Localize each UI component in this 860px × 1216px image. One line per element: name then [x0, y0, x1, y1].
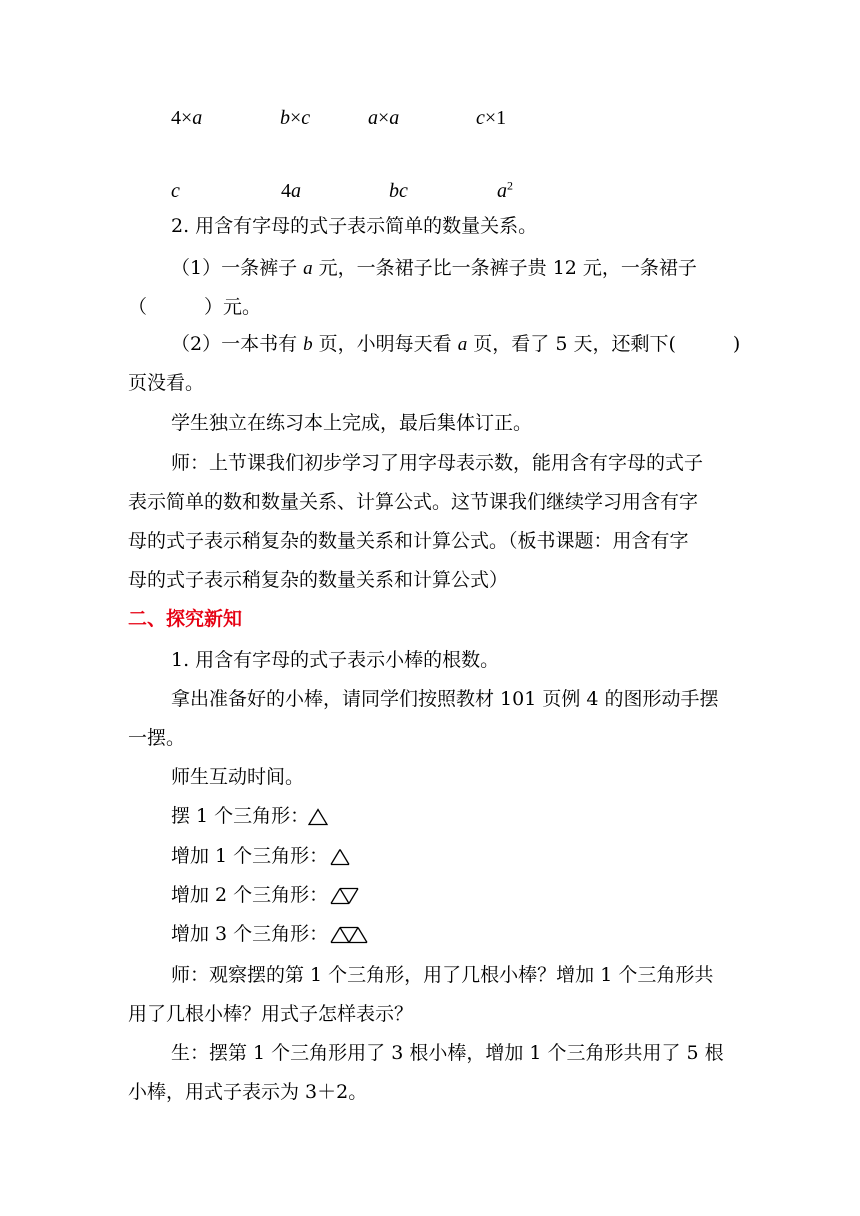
stick	[349, 928, 358, 943]
stick	[331, 889, 340, 904]
triangle-line-2-label: 增加 1 个三角形：	[171, 845, 329, 867]
stick	[340, 889, 349, 904]
stick	[331, 850, 340, 865]
sub-item-1: 1. 用含有字母的式子表示小棒的根数。	[171, 649, 500, 671]
teacher2-paragraph-line1: 师：观察摆的第 1 个三角形，用了几根小棒？增加 1 个三角形共	[171, 964, 714, 986]
stick	[349, 889, 358, 904]
item2-title: 2. 用含有字母的式子表示简单的数量关系。	[171, 215, 538, 237]
teacher-paragraph-line2: 表示简单的数和数量关系、计算公式。这节课我们继续学习用含有字	[128, 491, 699, 513]
teacher-paragraph-line4: 母的式子表示稍复杂的数量关系和计算公式）	[128, 569, 509, 591]
teacher-paragraph-line1: 师：上节课我们初步学习了用字母表示数，能用含有字母的式子	[171, 452, 704, 474]
expr-a-times-a: a×a	[368, 107, 400, 129]
sticks-paragraph-line2: 一摆。	[128, 727, 186, 749]
stick	[331, 928, 340, 943]
question-1-line1: （1）一条裤子 a 元，一条裙子比一条裤子贵 12 元，一条裙子	[171, 257, 697, 279]
interaction-paragraph: 师生互动时间。	[171, 766, 305, 788]
question-1-line2: （ ）元。	[128, 296, 262, 318]
teacher-paragraph-line3: 母的式子表示稍复杂的数量关系和计算公式。（板书课题：用含有字	[128, 530, 689, 552]
result-bc: bc	[389, 180, 408, 202]
teacher2-paragraph-line2: 用了几根小棒？用式子怎样表示？	[128, 1003, 414, 1025]
question-2-line1: （2）一本书有 b 页，小明每天看 a 页，看了 5 天，还剩下( )	[171, 333, 741, 355]
result-a-squared: $a^2$	[497, 178, 513, 202]
triangle-figure-4	[330, 926, 380, 944]
expr-4-times-a: 4×a	[171, 107, 203, 129]
stick	[358, 928, 367, 943]
student2-paragraph-line1: 生：摆第 1 个三角形用了 3 根小棒，增加 1 个三角形共用了 5 根	[171, 1042, 724, 1064]
triangle-figure-3	[330, 887, 370, 905]
sticks-paragraph-line1: 拿出准备好的小棒，请同学们按照教材 101 页例 4 的图形动手摆	[171, 688, 719, 710]
triangle-figure-2	[330, 848, 360, 866]
question-2-line2: 页没看。	[128, 372, 205, 394]
result-c: c	[171, 180, 180, 202]
triangle-line-1-label: 摆 1 个三角形：	[171, 805, 310, 827]
triangle-line-3-label: 增加 2 个三角形：	[171, 884, 329, 906]
triangle-figure-1	[309, 808, 329, 826]
stick	[340, 850, 349, 865]
section-heading: 二、探究新知	[128, 608, 243, 630]
student2-paragraph-line2: 小棒，用式子表示为 3＋2。	[128, 1081, 368, 1103]
stick-triangle	[309, 810, 327, 825]
expr-c-times-1: c×1	[476, 107, 507, 129]
result-4a: 4a	[281, 180, 301, 202]
triangle-line-4-label: 增加 3 个三角形：	[171, 923, 329, 945]
student-paragraph: 学生独立在练习本上完成，最后集体订正。	[171, 412, 533, 434]
stick	[340, 928, 349, 943]
expr-b-times-c: b×c	[280, 107, 311, 129]
